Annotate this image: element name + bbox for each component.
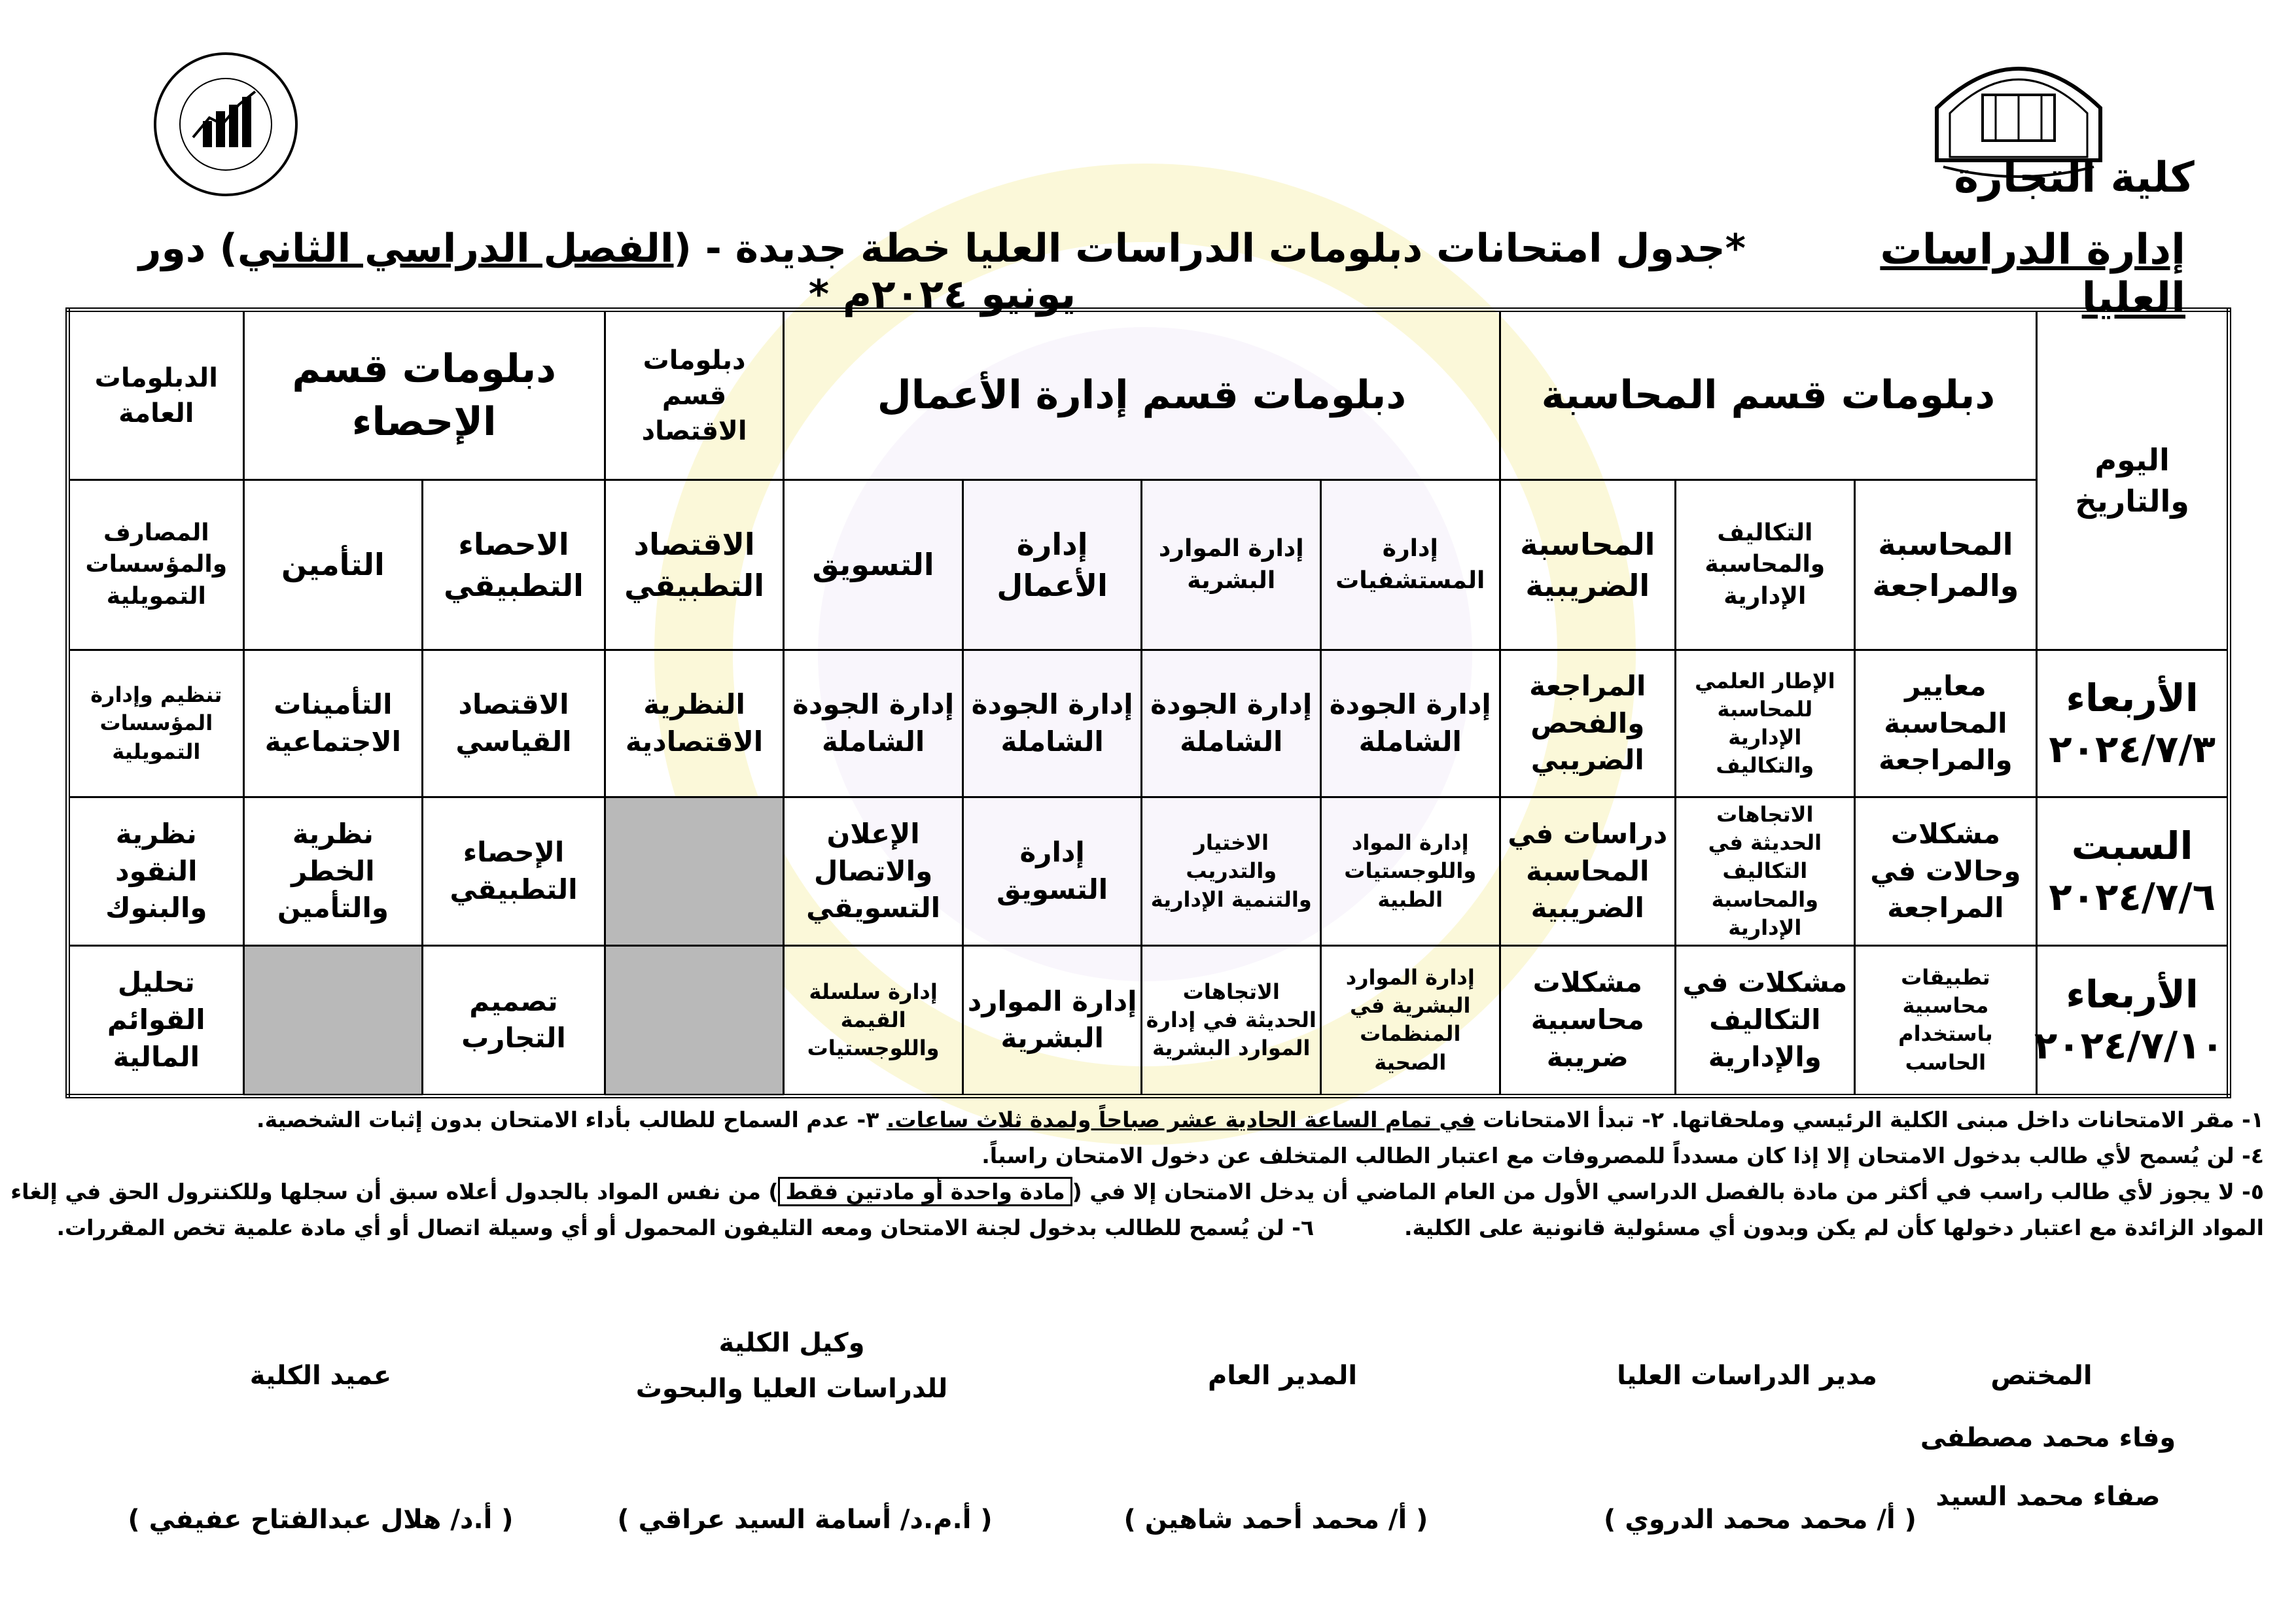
exam-cell: إدارة الجودة الشاملة: [1320, 650, 1500, 797]
faculty-logo: [124, 46, 327, 203]
general-manager-name: ( أ/ محمد أحمد شاهين ): [1123, 1505, 1428, 1535]
exam-schedule-table: [65, 307, 2231, 1098]
exam-cell: الاقتصاد القياسي: [423, 650, 605, 797]
exam-cell: إدارة المواد واللوجستيات الطبية: [1320, 797, 1500, 946]
exam-cell: إدارة الموارد البشرية في المنظمات الصحية: [1320, 945, 1500, 1096]
group-accounting: دبلومات قسم المحاسبة: [1500, 310, 2037, 480]
exam-cell: إدارة الجودة الشاملة: [784, 650, 963, 797]
department-name: إدارة الدراسات العليا: [1880, 226, 2185, 323]
vice-dean-name: ( أ.م.د/ أسامة السيد عراقي ): [617, 1505, 993, 1535]
dean-name: ( أ.د/ هلال عبدالفتاح عفيفي ): [128, 1505, 514, 1535]
exam-cell: إدارة التسويق: [963, 797, 1142, 946]
specialist-title: المختص: [1990, 1361, 2093, 1391]
dean-title: عميد الكلية: [249, 1361, 392, 1391]
group-economics: دبلومات قسم الاقتصاد: [605, 310, 784, 480]
vice-dean-title: وكيل الكلية: [718, 1328, 865, 1358]
note-1c: ٣- عدم السماح للطالب بأداء الامتحان بدون إثبات الشخصية.: [256, 1107, 887, 1132]
subject-header: المحاسبة الضريبية: [1500, 480, 1676, 650]
exam-cell: مشكلات في التكاليف والإدارية: [1676, 945, 1855, 1096]
group-statistics: دبلومات قسم الإحصاء: [243, 310, 605, 480]
exam-cell: النظرية الاقتصادية: [605, 650, 784, 797]
day-name: الأربعاء: [2066, 972, 2199, 1017]
specialist-name-1: وفاء محمد مصطفى: [1920, 1423, 2176, 1453]
subject-header: الاقتصاد التطبيقي: [605, 480, 784, 650]
exam-cell: تنظيم وإدارة المؤسسات التمويلية: [68, 650, 244, 797]
exam-cell: إدارة الموارد البشرية: [963, 945, 1142, 1096]
group-header-row: [68, 310, 2229, 480]
day-header: اليوم والتاريخ: [2037, 310, 2229, 650]
day-name: الأربعاء: [2066, 675, 2199, 720]
note-5c: المواد الزائدة مع اعتبار دخولها كأن لم يكن وبدون أي مسئولية قانونية على الكلية.: [1404, 1215, 2264, 1240]
faculty-name: كلية التجارة: [1954, 154, 2195, 202]
title-part1: *جدول امتحانات دبلومات الدراسات العليا خطة جديدة - (: [673, 226, 1746, 271]
group-general: الدبلومات العامة: [68, 310, 244, 480]
table-row: [68, 797, 2229, 946]
exam-cell: معايير المحاسبة والمراجعة: [1854, 650, 2037, 797]
exam-cell: الإطار العلمي للمحاسبة الإدارية والتكاليف: [1676, 650, 1855, 797]
subject-header: التسويق: [784, 480, 963, 650]
exam-cell: تحليل القوائم المالية: [68, 945, 244, 1096]
subject-header: إدارة المستشفيات: [1320, 480, 1500, 650]
exam-cell: تطبيقات محاسبية باستخدام الحاسب: [1854, 945, 2037, 1096]
empty-cell: [605, 945, 784, 1096]
empty-cell: [605, 797, 784, 946]
note-1b: في تمام الساعة الحادية عشر صباحاً ولمدة ثلاث ساعات.: [886, 1107, 1475, 1132]
subject-header-row: [68, 480, 2229, 650]
subject-header: المحاسبة والمراجعة: [1854, 480, 2037, 650]
day-cell: [2037, 650, 2229, 797]
page-title: [98, 226, 1786, 317]
exam-cell: الاختيار والتدريب والتنمية الإدارية: [1142, 797, 1321, 946]
note-4: ٤- لن يُسمح لأي طالب بدخول الامتحان إلا إذا كان مسدداً للمصروفات مع اعتبار الطالب المتخلف عن دخول الامتحان راسباً.: [981, 1143, 2264, 1168]
note-6: ٦- لن يُسمح للطالب بدخول لجنة الامتحان ومعه التليفون المحمول أو أي وسيلة اتصال أو أي مادة علمية تخص المقررات.: [56, 1215, 1315, 1240]
note-1a: ١- مقر الامتحانات داخل مبنى الكلية الرئيسي وملحقاتها. ٢- تبدأ الامتحانات: [1475, 1107, 2264, 1132]
exam-cell: مشكلات وحالات في المراجعة: [1854, 797, 2037, 946]
subject-header: إدارة الأعمال: [963, 480, 1142, 650]
exam-cell: المراجعة والفحص الضريبي: [1500, 650, 1676, 797]
exam-cell: الاتجاهات الحديثة في التكاليف والمحاسبة الإدارية: [1676, 797, 1855, 946]
day-date: ٢٠٢٤/٧/٣: [2049, 727, 2216, 771]
subject-header: المصارف والمؤسسات التمويلية: [68, 480, 244, 650]
day-cell: [2034, 945, 2229, 1096]
note-5c-6: [39, 1217, 2264, 1238]
day-date: ٢٠٢٤/٧/٦: [2049, 874, 2216, 919]
subject-header: التأمين: [243, 480, 423, 650]
director-title: مدير الدراسات العليا: [1617, 1361, 1877, 1391]
specialist-name-2: صفاء محمد السيد: [1935, 1482, 2161, 1512]
note-1: [39, 1109, 2264, 1130]
note-5a: ٥- لا يجوز لأي طالب راسب في أكثر من مادة بالفصل الدراسي الأول من العام الماضي أن يدخل الامتحان إلا في (: [1072, 1179, 2264, 1204]
exam-cell: مشكلات محاسبية ضريبة: [1500, 945, 1676, 1096]
exam-cell: تصميم التجارب: [423, 945, 605, 1096]
vice-dean-subtitle: للدراسات العليا والبحوث: [635, 1374, 948, 1404]
subject-header: الاحصاء التطبيقي: [423, 480, 605, 650]
exam-notes: [10, 1107, 2264, 1253]
subject-header: إدارة الموارد البشرية: [1142, 480, 1321, 650]
director-name: ( أ/ محمد محمد الدروي ): [1604, 1505, 1916, 1535]
exam-cell: الإحصاء التطبيقي: [423, 797, 605, 946]
day-date: ٢٠٢٤/٧/١٠: [2034, 1023, 2224, 1068]
subject-header: التكاليف والمحاسبة الإدارية: [1676, 480, 1855, 650]
exam-cell: إدارة الجودة الشاملة: [963, 650, 1142, 797]
exam-cell: التأمينات الاجتماعية: [243, 650, 423, 797]
day-cell: [2037, 797, 2229, 946]
day-name: السبت: [2071, 823, 2193, 868]
table-row: [68, 945, 2229, 1096]
exam-cell: إدارة الجودة الشاملة: [1142, 650, 1321, 797]
note-5b: ) من نفس المواد بالجدول أعلاه سبق أن سجلها وللكنترول الحق في إلغاء: [10, 1179, 779, 1204]
table-row: [68, 650, 2229, 797]
title-semester: الفصل الدراسي الثاني: [237, 226, 674, 271]
general-manager-title: المدير العام: [1207, 1361, 1358, 1391]
empty-cell: [243, 945, 423, 1096]
title-part2: ) دور يونيو ٢٠٢٤م *: [138, 226, 1076, 317]
exam-cell: دراسات في المحاسبة الضريبية: [1500, 797, 1676, 946]
exam-cell: إدارة سلسلة القيمة واللوجستيات: [784, 945, 963, 1096]
exam-cell: نظرية الخطر والتأمين: [243, 797, 423, 946]
group-business: دبلومات قسم إدارة الأعمال: [784, 310, 1500, 480]
note-5-box: مادة واحدة أو مادتين فقط: [778, 1177, 1072, 1206]
exam-cell: نظرية النقود والبنوك: [68, 797, 244, 946]
exam-cell: الإعلان والاتصال التسويقي: [784, 797, 963, 946]
note-5: [10, 1179, 2264, 1204]
exam-cell: الاتجاهات الحديثة في إدارة الموارد البشرية: [1142, 945, 1321, 1096]
